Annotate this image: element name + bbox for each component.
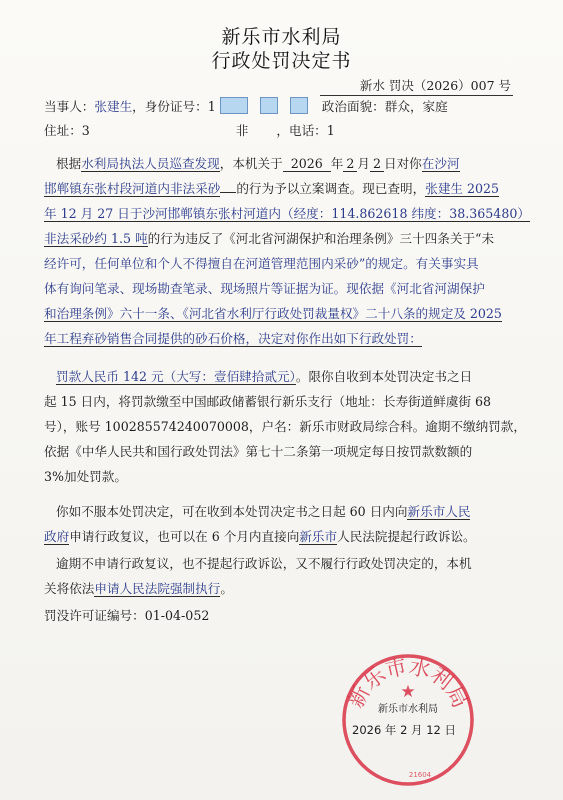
redaction-box (260, 97, 278, 114)
text: 号），账号 100285574240070008，户名：新乐市财政局综合科。逾期不缴纳罚款， (44, 419, 526, 434)
agency-title: 新乐市水利局 (221, 26, 342, 48)
text: 日对你 (383, 156, 422, 171)
day-value: 2 (370, 156, 384, 172)
text: 依据《中华人民共和国行政处罚法》第七十二条第一项规定每日按罚款数额的 (44, 444, 473, 459)
paragraph-line (44, 443, 472, 461)
text: 申请行政复议，也可以在 6 个月内直接向 (69, 529, 300, 544)
text: 起 15 日内，将罚款缴至中国邮政储蓄银行新乐支行（地址：长寿街道鲜虞街 68 (44, 394, 492, 409)
official-seal (338, 650, 478, 790)
text-underlined: 新乐市人民 (407, 504, 471, 519)
fine-amount: 罚款人民币 142 元（大写：壹佰肆拾贰元） (56, 369, 296, 384)
seal-overlay-text: 新乐市水利局 (378, 704, 438, 715)
paragraph-line (44, 230, 494, 248)
text-underlined: 年工程弃砂销售合同提供的砂石价格，决定对你作出如下行政处罚： (44, 331, 422, 346)
address-label: 住址： (44, 123, 82, 138)
paragraph-line (44, 393, 491, 411)
permit-value: 01-04-052 (144, 608, 210, 623)
party-line (44, 97, 448, 116)
text-underlined: 政府 (44, 529, 70, 544)
year-value: 2026 (283, 156, 331, 172)
text: ，本机关于 (219, 156, 283, 171)
address-line (44, 122, 335, 140)
seal-arc-text: 新乐市水利局 (343, 654, 473, 712)
text-underlined: 邯郸镇东张村段河道内非法采砂 (44, 181, 221, 196)
text: 月 (357, 156, 370, 171)
phone-prefix: 1 (326, 123, 335, 138)
text: 的行为予以立案调查。现已查明， (236, 181, 426, 196)
phone-label: ，电话： (276, 123, 327, 138)
text: 关将依法 (44, 581, 95, 596)
address-suffix: 非 (235, 123, 249, 138)
text-underlined: 非法采砂约 1.5 吨 (44, 231, 148, 246)
seal-star-icon: ★ (400, 682, 416, 702)
text-underlined: 水利局执法人员巡查发现 (81, 156, 220, 171)
paragraph-line (44, 255, 479, 273)
text: 体有询问笔录、现场勘查笔录、现场照片等证据为证。现依据《河北省河湖保护 (44, 281, 485, 296)
text-underlined: 和治理条例》六十一条、《河北省水利厅行政处罚裁量权》二十八条的规定及 2025 (44, 306, 502, 321)
paragraph-line (56, 155, 460, 173)
text-underlined: 申请人民法院强制执行 (94, 581, 221, 596)
permit-line (44, 607, 209, 625)
paragraph-line (44, 528, 476, 546)
seal-code: 21604 (408, 771, 432, 779)
text: 的行为违反了《河北省河湖保护和治理条例》三十四条关于“未 (147, 231, 495, 246)
party-label: 当事人： (44, 99, 95, 114)
text: 经许可，任何单位和个人不得擅自在河道管理范围内采砂”的规定。有关事实具 (44, 256, 479, 271)
month-value: 2 (343, 156, 357, 172)
document-number: 新水 罚决（2026）007 号 (320, 76, 513, 96)
paragraph-line (56, 555, 472, 573)
paragraph-line (44, 180, 499, 198)
paragraph-line (44, 205, 530, 223)
document-title: 行政处罚决定书 (211, 50, 352, 72)
paragraph-line (44, 330, 422, 348)
text: 人民法院提起行政诉讼。 (337, 529, 476, 544)
address-prefix: 3 (81, 123, 90, 138)
permit-label: 罚没许可证编号： (44, 608, 145, 623)
paragraph-line (44, 418, 526, 436)
text: 3%加处罚款。 (44, 469, 127, 484)
text-underlined: 年 12 月 27 日于沙河邯郸镇东张村河道内（经度：114.862618 纬度：38.365480） (44, 206, 530, 221)
text: 。 (220, 581, 233, 596)
paragraph-line (44, 280, 485, 298)
id-prefix: 1 (207, 99, 216, 114)
redaction-box (220, 97, 248, 114)
text-underlined: 在沙河 (421, 156, 460, 171)
paragraph-line (44, 468, 127, 486)
text-underlined: 张建生 2025 (425, 181, 500, 196)
id-label: ，身份证号： (132, 99, 208, 114)
party-name: 张建生 (94, 99, 133, 114)
text: 年 (330, 156, 344, 171)
text: 根据 (56, 156, 82, 171)
paragraph-line (44, 305, 502, 323)
paragraph-line (44, 580, 233, 598)
text: 。限你自收到本处罚决定书之日 (295, 369, 473, 384)
redaction-box (290, 97, 308, 114)
political-label: 政治面貌： (321, 99, 385, 114)
paragraph-line (56, 503, 470, 521)
text-underlined: 新乐市 (299, 529, 338, 544)
signature-date: 2026 年 2 月 12 日 (352, 723, 456, 737)
political-value: 群众，家庭 (384, 99, 448, 114)
paragraph-line (56, 368, 472, 386)
text: 逾期不申请行政复议，也不提起行政诉讼，又不履行行政处罚决定的，本机 (56, 556, 472, 571)
text: 你如不服本处罚决定，可在收到本处罚决定书之日起 60 日内向 (56, 504, 408, 519)
